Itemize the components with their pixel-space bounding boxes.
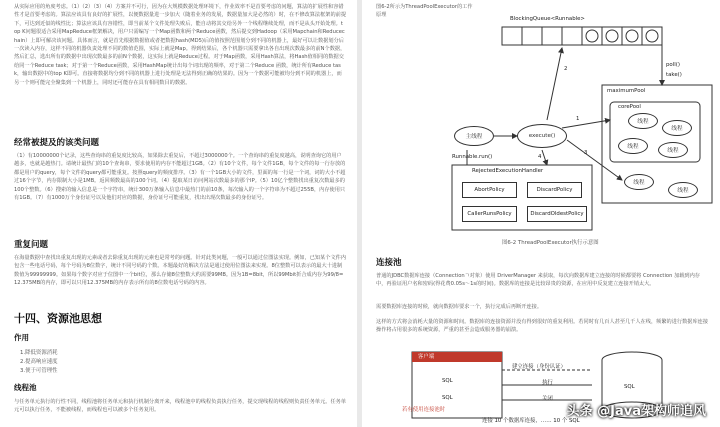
runnable-run-label: Runnable.run() <box>452 154 493 160</box>
arrow-number: 2 <box>564 66 568 72</box>
execute-node: execute() <box>517 124 567 148</box>
thread-node: 线程 <box>668 182 698 198</box>
watermark-text: 头条 @Java架构师追风 <box>566 404 706 419</box>
top-text: 图6-2所示为ThreadPoolExecutor的工作原理 <box>376 4 473 19</box>
exec-label: 执行 <box>542 380 553 386</box>
maximum-pool-label: maximumPool <box>607 88 646 94</box>
main-thread-node: 主线程 <box>454 126 494 146</box>
repeat-problems-paragraph: 在海量数据中查找出重复出现的元素或者去除重复出现的元素也是常考的问题。针对此类问题，一般可以通过位图法实现。例如，已知某个文件内包含一些电话号码，每个号码为8位数字，统计不同号码的个数。本题最好的解决方法是通过使用位图法来实现。8位整数可以表示的最大十进制数值为99999999。如果每个数字对应于位图中一个bit位，那么存储8位整数大约需要99MB。因为1B=8bit，所以99Mbit折合成内存为99/8=12.375MB的内存，即可以只用12.375MB的内存表示所有的8位数电话号码的内容。 <box>14 255 347 287</box>
conn-paragraph-1: 普通的JDBC数据库连接（Connectionㄱ对象）使用 DriverManager 来获取，每次向数据库建立连接的时候都要将 Connection 加载到内存中，再验证用户名和密码(得花费0.05s～1s的时间)。数据库的连接是比较昂贵的资源，在应用中反复建立连接开销太大。 <box>376 273 700 288</box>
thread-pool-diagram <box>362 0 720 240</box>
sql-label: SQL <box>442 395 453 401</box>
arrow-number: 3 <box>584 150 588 156</box>
right-page <box>362 0 720 427</box>
diagram-footer: 连接 10 个数据库连接，…… 10 个 SQL <box>482 418 580 424</box>
arrow-number: 1 <box>576 116 580 122</box>
thread-node: 线程 <box>658 142 688 158</box>
take-label: take() <box>666 72 682 78</box>
heading-connection-pool: 连接池 <box>376 258 402 268</box>
build-connection-label: 建立连接（身份认证） <box>512 364 566 370</box>
client-label: 客户端 <box>418 354 435 360</box>
role-item: 2.提高响应速度 <box>20 359 58 365</box>
intro-paragraph: 从实际应用的角度考虑。（1）（2）（3）（4）方案并不可行，因为在大规模数据处理环境下，作业效率不是首要考虑的问题，算法的扩展性和容错性才是首要考虑的。算法应该具有良好的扩展性，以便数据量进一步加大（随着业务的发展，数据量加大是必然的）时，在不修改算法框架的前提下，可达到近似的线性比；算法应该具有容错性，即当前某个文件处理失败后，能自动将其交给另外一个线程继续处理，而不是从头开始处理。top K问题很适合采用MapReduce框架解决，用户只需编写一个Map函数和两个Reduce函数，然后提交到Hadoop（采用Mapchain和Reducechain）上即可解决该问题。具体而言，就是首先根据数据值或者把数据hash(MD5)后的值按照范围划分到不同的机器上，最好可以让数据划分后一次读入内存，这样不同的机器负责处理不同的数值范围，实际上就是Map。得到结果后，各个机器只需要拿出各自出现次数最多的前N个数据，然后汇总，选出所有的数据中出现次数最多的前N个数据，这实际上就是Reduce过程。对于Map函数，采用Hash算法，将Hash值相同的数据交给同一个Reduce task；对于第一个Reduce函数，采用HashMap统计出每个词出现的频率，对于第二个Reduce 函数，统计所有Reduce task，输出数据中的top K即可。直接将数据均分到不同的机器上进行处理是无法得到正确的结果的。因为一个数据可能被均分到不同的机器上，而另一个则可能完全聚集到一个机器上，同时还可能存在具有相同数目的数据。 <box>14 4 347 86</box>
figure-caption: 图6-2 ThreadPoolExecutor执行示意图 <box>502 240 599 246</box>
heading-thread-pool: 线程池 <box>14 383 37 392</box>
common-problems-paragraph: （1）有10000000个记录，这些查询串的重复度比较高，如果除去重复后，不超过3000000个。一个查询串的重复度越高，说明查询它的用户越多，也就是越热门。请统计最热门的10个查询串，要求使用的内存不能超过1GB。（2）有10个文件，每个文件1GB，每个文件的每一行存放的都是用户的query，每个文件的query都可能重复。按照query的频度排序。（3）有一个1GB大小的文件，里面的每一行是一个词，词的大小不超过16个字节，内存限制大小是1MB。返回频数最高的100个词。（4）提取某日访问网站次数最多的那个IP。（5）10亿个整数找出重复次数最多的100个整数。（6）搜索的输入信息是一个字符串，统计300万条输入信息中最热门的前10条，每次输入的一个字符串为不超过255B，内存使用只有1GB。（7）有1000万个身份证号以及他们对应的数据，身份证号可能重复，找出出现次数最多的身份证号。 <box>14 153 346 202</box>
thread-node: 线程 <box>628 113 658 129</box>
thread-pool-paragraph: 与任务单元执行的行性不同，线程池将任务单元和执行机制分离开来，线程池中的线程负责执行任务，提交现线程的线程则负责任务单元。任务单元可以执行任务，不能被线程，而线程也可以被多个任务复用。 <box>14 399 347 414</box>
discard-oldest-policy-box: DiscardOldestPolicy <box>527 206 587 222</box>
close-label: 关闭 <box>542 396 553 402</box>
discard-policy-box: DiscardPolicy <box>527 182 582 198</box>
handler-title: RejectedExecutionHandler <box>472 168 544 174</box>
db-sql-label: SQL <box>624 384 635 390</box>
arrow-number: 4 <box>538 154 542 160</box>
thread-node: 线程 <box>624 174 654 190</box>
pool-note: 若有使用连接池时 <box>402 407 446 413</box>
heading-resource-pool: 十四、资源池思想 <box>14 312 102 325</box>
thread-node: 线程 <box>662 120 692 136</box>
role-item: 1.降低资源消耗 <box>20 350 58 356</box>
queue-label: BlockingQueue<Runnable> <box>510 16 585 22</box>
conn-paragraph-2: 需要数据库连接的时候，就向数据库要求一个，执行完成后再断开连接。 <box>376 304 543 310</box>
role-item: 3.便于可管理性 <box>20 368 58 374</box>
heading-repeat-problems: 重复问题 <box>14 240 49 250</box>
heading-role: 作用 <box>14 333 29 342</box>
heading-common-problems: 经常被提及的该类问题 <box>14 138 100 148</box>
thread-node: 线程 <box>618 138 648 154</box>
sql-label: SQL <box>442 378 453 384</box>
poll-label: poll() <box>666 62 680 68</box>
conn-paragraph-3: 这样的方式将会消耗大量的资源和时间。数据库的连接资源并没有得到很好的重复利用。若同时有几百人甚至几千人在线，频繁的进行数据库连接操作将占用很多的系统资源，严重的甚至会造成服务器的崩溃。 <box>376 319 709 334</box>
left-page <box>0 0 357 427</box>
caller-runs-policy-box: CallerRunsPolicy <box>462 206 517 222</box>
abort-policy-box: AbortPolicy <box>462 182 517 198</box>
core-pool-label: corePool <box>618 104 641 110</box>
